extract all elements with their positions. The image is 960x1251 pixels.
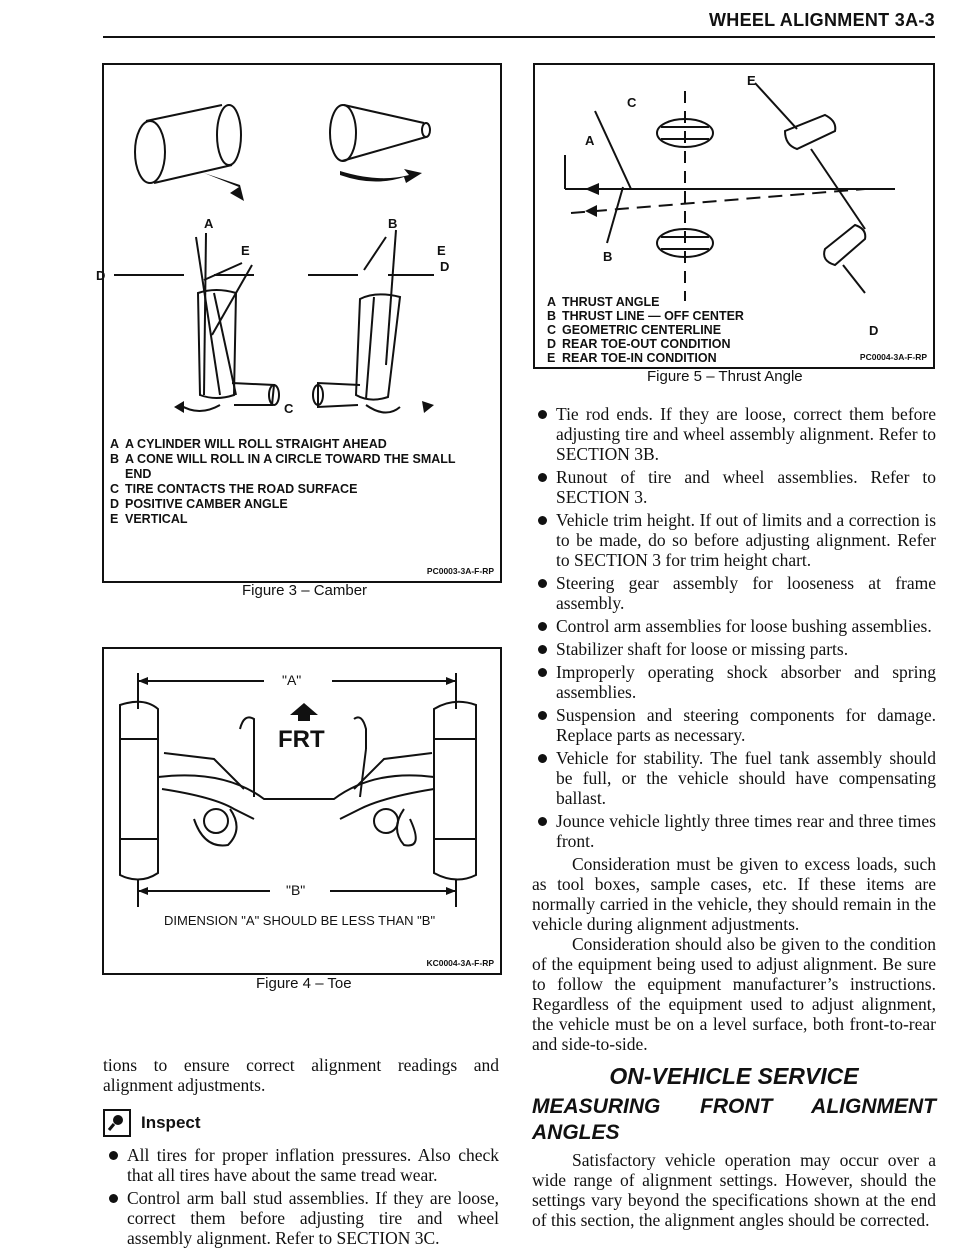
fig4-dim-b: "B" <box>286 882 306 898</box>
legend-key: A <box>110 437 120 451</box>
fig5-label-b: B <box>603 249 613 264</box>
figure-3-caption: Figure 3 – Camber <box>242 582 368 599</box>
fig3-legend-row <box>110 452 490 482</box>
right-bullet <box>532 748 936 808</box>
bullet-dot <box>538 711 547 720</box>
measuring-alignment-heading: MEASURING FRONT ALIGNMENT ANGLES <box>532 1095 936 1144</box>
legend-text: THRUST ANGLE <box>562 295 660 309</box>
legend-text: VERTICAL <box>125 512 188 526</box>
fig5-label-e: E <box>747 73 756 88</box>
fig3-legend <box>110 437 490 527</box>
right-bullet <box>532 616 936 636</box>
fig5-label-c: C <box>627 95 637 110</box>
fig5-legend-row <box>547 295 847 309</box>
figure-4-frame <box>102 647 502 975</box>
left-intro-paragraph: tions to ensure correct alignment readings and alignment adjustments. <box>103 1055 499 1095</box>
bullet-text: Improperly operating shock absorber and spring assemblies. <box>556 662 936 702</box>
fig3-legend-row <box>110 497 490 512</box>
legend-text: TIRE CONTACTS THE ROAD SURFACE <box>125 482 358 496</box>
bullet-text: Vehicle trim height. If out of limits and a correction is to be made, do so before adjusting alignment. Refer to SECTION 3 for trim height chart. <box>556 510 936 570</box>
inspect-heading <box>103 1109 499 1137</box>
page-header <box>103 8 935 38</box>
legend-key: B <box>110 452 120 466</box>
left-bullet <box>103 1145 499 1185</box>
bullet-dot <box>538 754 547 763</box>
bullet-dot <box>538 645 547 654</box>
satisfactory-operation-paragraph: Satisfactory vehicle operation may occur over a wide range of alignment settings. However, should the settings vary beyond the specifications shown at the end of this section, the alignment angles should be corrected. <box>532 1150 936 1230</box>
legend-key: D <box>547 337 557 351</box>
fig4-code: KC0004-3A-F-RP <box>426 958 494 968</box>
fig3-label-d-right: D <box>440 259 450 274</box>
legend-text: POSITIVE CAMBER ANGLE <box>125 497 288 511</box>
figure-5-frame <box>533 63 935 369</box>
legend-text: THRUST LINE — OFF CENTER <box>562 309 744 323</box>
right-bullet <box>532 573 936 613</box>
bullet-text: Stabilizer shaft for loose or missing parts. <box>556 639 849 659</box>
legend-key: E <box>547 351 556 365</box>
fig4-frt-label: FRT <box>278 726 325 753</box>
right-bullet <box>532 510 936 570</box>
page-header-title: WHEEL ALIGNMENT 3A-3 <box>708 10 935 30</box>
legend-text: A CONE WILL ROLL IN A CIRCLE TOWARD THE SMALL END <box>125 452 456 481</box>
legend-text: REAR TOE-IN CONDITION <box>562 351 717 365</box>
bullet-dot <box>109 1194 118 1203</box>
fig4-note: DIMENSION "A" SHOULD BE LESS THAN "B" <box>164 913 436 928</box>
bullet-dot <box>538 516 547 525</box>
fig3-label-b: B <box>388 216 398 231</box>
fig4-dim-a: "A" <box>282 672 302 688</box>
bullet-dot <box>538 579 547 588</box>
figure-5-caption: Figure 5 – Thrust Angle <box>647 368 803 385</box>
fig5-legend-row <box>547 309 847 323</box>
legend-key: C <box>110 482 120 496</box>
legend-key: B <box>547 309 557 323</box>
fig3-label-a: A <box>204 216 214 231</box>
magnifier-icon <box>105 1111 129 1135</box>
fig5-legend <box>547 295 847 365</box>
bullet-text: Jounce vehicle lightly three times rear and three times front. <box>556 811 936 851</box>
on-vehicle-service-heading: ON-VEHICLE SERVICE <box>609 1063 859 1089</box>
fig3-label-d-left: D <box>96 268 106 283</box>
consideration-paragraph-1: Consideration must be given to excess loads, such as tool boxes, sample cases, etc. If these items are normally carried in the vehicle, they should remain in the vehicle during alignment adjustments. <box>532 854 936 934</box>
bullet-dot <box>538 817 547 826</box>
legend-key: D <box>110 497 120 511</box>
right-bullet <box>532 404 936 464</box>
legend-text: REAR TOE-OUT CONDITION <box>562 337 731 351</box>
figure-3-frame <box>96 63 502 583</box>
legend-text: A CYLINDER WILL ROLL STRAIGHT AHEAD <box>125 437 387 451</box>
bullet-dot <box>109 1151 118 1160</box>
inspect-icon <box>103 1109 131 1137</box>
bullet-dot <box>538 410 547 419</box>
bullet-text: Suspension and steering components for damage. Replace parts as necessary. <box>556 705 936 745</box>
fig3-legend-row <box>110 482 490 497</box>
right-bullet <box>532 639 936 659</box>
fig3-label-e-right: E <box>437 243 446 258</box>
legend-key: E <box>110 512 119 526</box>
right-bullet <box>532 811 936 851</box>
left-bullet <box>103 1188 499 1248</box>
left-column <box>103 1055 499 1251</box>
consideration-paragraph-2: Consideration should also be given to the condition of the equipment being used to adjust alignment. Be sure to follow the equipment manufacturer’s instructions. Regardless of the equipment used to adjust alignment, the vehicle must be on a level surface, both front-to-rear and side-to-side. <box>532 934 936 1054</box>
bullet-text: All tires for proper inflation pressures. Also check that all tires have about the same tread wear. <box>127 1145 499 1185</box>
fig5-code: PC0004-3A-F-RP <box>859 352 927 362</box>
legend-text: GEOMETRIC CENTERLINE <box>562 323 722 337</box>
fig5-label-d: D <box>869 323 879 338</box>
fig5-legend-row <box>547 337 847 351</box>
bullet-text: Runout of tire and wheel assemblies. Refer to SECTION 3. <box>556 467 936 507</box>
bullet-text: Steering gear assembly for looseness at frame assembly. <box>556 573 936 613</box>
fig3-label-e-left: E <box>241 243 250 258</box>
fig3-label-c: C <box>284 401 294 416</box>
fig3-legend-row <box>110 437 490 452</box>
right-bullet <box>532 662 936 702</box>
bullet-dot <box>538 622 547 631</box>
bullet-dot <box>538 668 547 677</box>
bullet-text: Vehicle for stability. The fuel tank assembly should be full, or the vehicle should have compensating ballast. <box>556 748 936 808</box>
fig3-code: PC0003-3A-F-RP <box>426 566 494 576</box>
bullet-text: Control arm assemblies for loose bushing assemblies. <box>556 616 932 636</box>
fig3-legend-row <box>110 512 490 527</box>
bullet-dot <box>538 473 547 482</box>
figure-4-caption: Figure 4 – Toe <box>256 975 352 992</box>
fig5-legend-row <box>547 323 847 337</box>
fig5-label-a: A <box>585 133 595 148</box>
legend-key: A <box>547 295 557 309</box>
legend-key: C <box>547 323 557 337</box>
fig5-legend-row <box>547 351 847 365</box>
right-column <box>532 404 936 1230</box>
bullet-text: Control arm ball stud assemblies. If they are loose, correct them before adjusting tire and wheel assembly alignment. Refer to SECTION 3C. <box>127 1188 499 1248</box>
bullet-text: Tie rod ends. If they are loose, correct them before adjusting tire and wheel assembly alignment. Refer to SECTION 3B. <box>556 404 936 464</box>
right-bullet <box>532 705 936 745</box>
inspect-heading-label: Inspect <box>141 1113 201 1132</box>
right-bullet <box>532 467 936 507</box>
